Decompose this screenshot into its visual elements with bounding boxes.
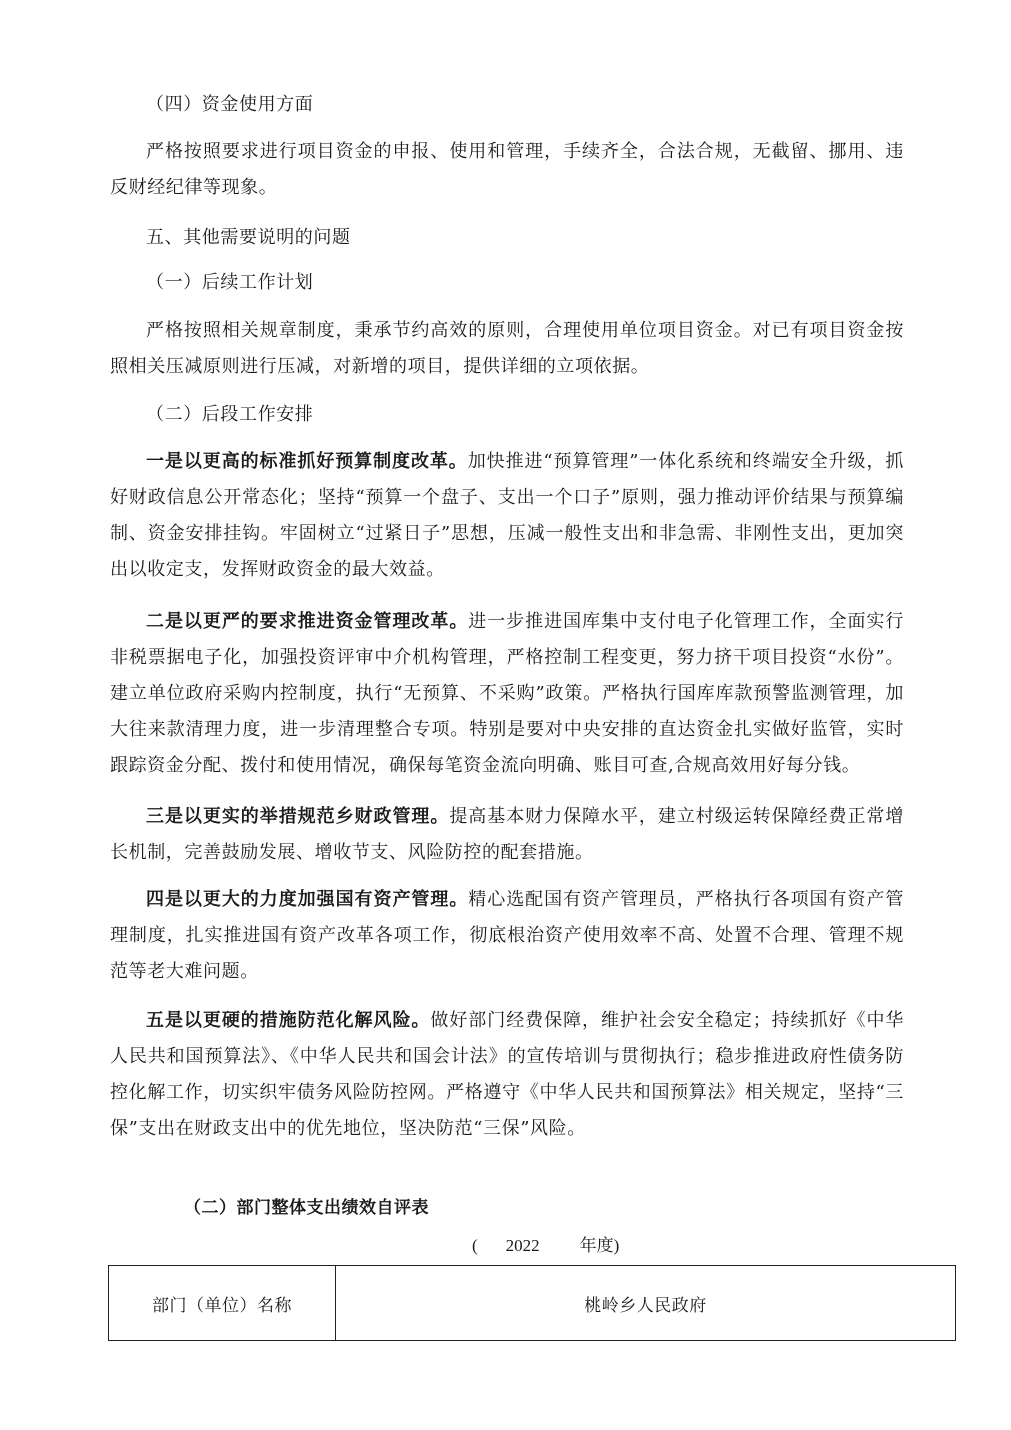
item-3-lead: 三是以更实的举措规范乡财政管理。: [146, 806, 450, 827]
item-2-text: 进一步推进国库集中支付电子化管理工作，全面实行非税票据电子化，加强投资评审中介机构管理，严格控制工程变更，努力挤干项目投资“水份”。建立单位政府采购内控制度，执行“无预算、不采购”政策。严格执行国库库款预警监测管理，加大往来款清理力度，进一步清理整合专项。特别是要对中央安排的直达资金扎实做好监管，实时跟踪资金分配、拨付和使用情况，确保每笔资金流向明确、账目可查,合规高效用好每分钱。: [110, 611, 904, 776]
paragraph-item-4: [110, 882, 904, 990]
paragraph-follow-up-plan: 严格按照相关规章制度，秉承节约高效的原则，合理使用单位项目资金。对已有项目资金按照相关压减原则进行压减，对新增的项目，提供详细的立项依据。: [110, 320, 904, 377]
year-value: 2022: [505, 1236, 540, 1255]
heading-other-issues: 五、其他需要说明的问题: [146, 227, 351, 248]
item-4-lead: 四是以更大的力度加强国有资产管理。: [146, 889, 469, 910]
item-3-text: 提高基本财力保障水平，建立村级运转保障经费正常增长机制，完善鼓励发展、增收节支、风险防控的配套措施。: [110, 806, 904, 863]
table-label-cell: 部门（单位）名称: [109, 1266, 336, 1341]
performance-table: [108, 1265, 956, 1341]
item-5-text: 做好部门经费保障，维护社会安全稳定；持续抓好《中华人民共和国预算法》、《中华人民共和国会计法》的宣传培训与贯彻执行；稳步推进政府性债务防控化解工作，切实织牢债务风险防控网。严格遵守《中华人民共和国预算法》相关规定，坚持“三保”支出在财政支出中的优先地位，坚决防范“三保”风险。: [110, 1010, 905, 1139]
section-title: （二）部门整体支出绩效自评表: [184, 1198, 429, 1218]
paragraph-item-3: [110, 799, 904, 871]
item-2-lead: 二是以更严的要求推进资金管理改革。: [146, 611, 469, 632]
table-row: [109, 1266, 956, 1341]
year-line: [472, 1232, 619, 1260]
year-suffix: 年度): [579, 1236, 620, 1255]
item-1-lead: 一是以更高的标准抓好预算制度改革。: [146, 451, 468, 472]
item-1-text: 加快推进“预算管理”一体化系统和终端安全升级，抓好财政信息公开常态化；坚持“预算一个盘子、支出一个口子”原则，强力推动评价结果与预算编制、资金安排挂钩。牢固树立“过紧日子”思想，压减一般性支出和非急需、非刚性支出，更加突出以收定支，发挥财政资金的最大效益。: [110, 451, 904, 580]
heading-fund-use: （四）资金使用方面: [146, 94, 314, 115]
item-4-text: 精心选配国有资产管理员，严格执行各项国有资产管理制度，扎实推进国有资产改革各项工作，彻底根治资产使用效率不高、处置不合理、管理不规范等老大难问题。: [110, 889, 904, 982]
year-open-paren: (: [472, 1236, 478, 1255]
heading-work-arrangement: （二）后段工作安排: [146, 404, 314, 425]
paragraph-fund-use: 严格按照要求进行项目资金的申报、使用和管理，手续齐全，合法合规，无截留、挪用、违反财经纪律等现象。: [110, 141, 904, 198]
item-5-lead: 五是以更硬的措施防范化解风险。: [146, 1010, 431, 1031]
paragraph-item-2: [110, 604, 904, 784]
heading-follow-up-plan: （一）后续工作计划: [146, 272, 314, 293]
paragraph-item-1: [110, 444, 904, 588]
table-value-cell: 桃岭乡人民政府: [336, 1266, 956, 1341]
paragraph-item-5: [110, 1003, 904, 1147]
